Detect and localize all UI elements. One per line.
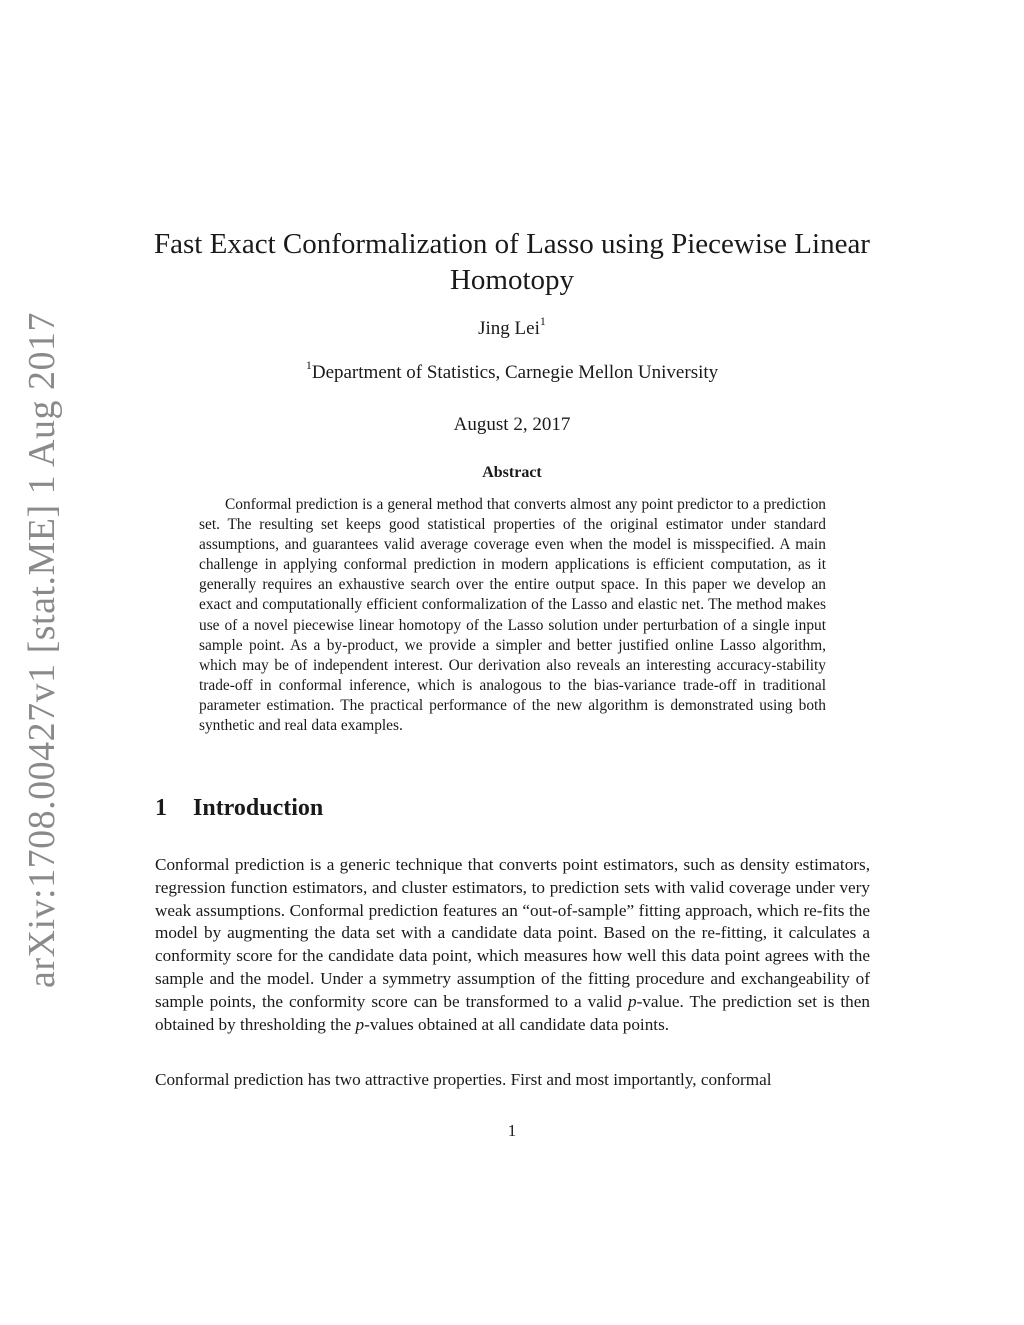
paragraph-text: -value. The prediction set is then obtained by thresholding the	[155, 991, 870, 1034]
publication-date: August 2, 2017	[453, 414, 571, 435]
paragraph-text: -values obtained at all candidate data points.	[364, 1014, 670, 1034]
page-number: 1	[507, 1121, 517, 1140]
p-value-symbol: p	[627, 991, 637, 1011]
affiliation-line	[140, 358, 884, 384]
paper-title: Fast Exact Conformalization of Lasso using Piecewise Linear Homotopy	[154, 228, 870, 296]
abstract-heading: Abstract	[482, 464, 542, 481]
author-affiliation-mark: 1	[539, 314, 546, 328]
author-name: Jing Lei	[478, 318, 540, 339]
intro-paragraph-1	[155, 854, 870, 1036]
affiliation-mark: 1	[305, 358, 312, 372]
abstract-text: Conformal prediction is a general method that converts almost any point predictor to a prediction set. The resulting set keeps good statistical properties of the original estimator under standard assumptions, and guarantees valid average coverage even when the model is misspecified. A main challenge in applying conformal prediction in modern applications is efficient computation, as it generally requires an exhaustive search over the entire output space. In this paper we develop an exact and computationally efficient conformalization of the Lasso and elastic net. The method makes use of a novel piecewise linear homotopy of the Lasso solution under perturbation of a single input sample point. As a by-product, we provide a simpler and better justified online Lasso algorithm, which may be of independent interest. Our derivation also reveals an interesting accuracy-stability trade-off in conformal inference, which is analogous to the bias-variance trade-off in traditional parameter estimation. The practical performance of the new algorithm is demonstrated using both synthetic and real data examples.	[199, 496, 826, 735]
affiliation-text: Department of Statistics, Carnegie Mellon University	[311, 362, 719, 383]
section-number: 1	[155, 795, 167, 821]
intro-paragraph-2: Conformal prediction has two attractive properties. First and most importantly, conformal	[155, 1070, 772, 1089]
section-heading	[155, 795, 323, 822]
p-value-symbol: p	[355, 1014, 365, 1034]
paragraph-text: Conformal prediction is a generic technique that converts point estimators, such as density estimators, regression function estimators, and cluster estimators, to prediction sets with valid coverage under very weak assumptions. Conformal prediction features an “out-of-sample” fitting approach, which re-fits the model by augmenting the data set with a candidate data point. Based on the re-fitting, it calculates a conformity score for the candidate data point, which measures how well this data point agrees with the sample and the model. Under a symmetry assumption of the fitting procedure and exchangeability of sample points, the conformity score can be transformed to a valid	[155, 855, 870, 1011]
author-line	[140, 314, 884, 340]
arxiv-identifier-stamp: arXiv:1708.00427v1 [stat.ME] 1 Aug 2017	[21, 311, 63, 989]
section-title: Introduction	[193, 795, 324, 821]
